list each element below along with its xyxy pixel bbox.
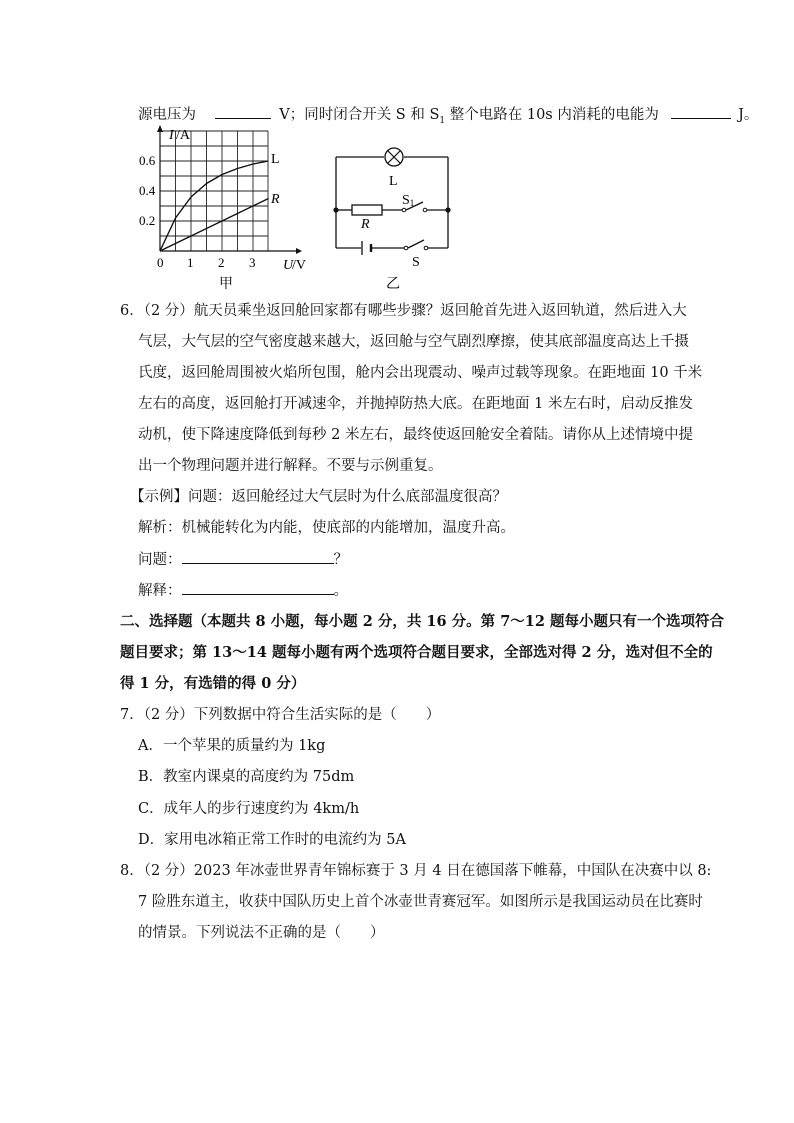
q6-question-blank[interactable]: [182, 549, 334, 564]
q6-line: 6．（2 分）航天员乘坐返回舱回家都有哪些步骤？返回舱首先进入返回轨道，然后进入大: [120, 303, 687, 319]
resistor-symbol: [352, 205, 382, 215]
x-axis-arrow: [296, 248, 302, 254]
q6-line: 气层，大气层的空气密度越来越大，返回舱与空气剧烈摩擦，使其底部温度高达上千摄: [138, 334, 689, 350]
q8-line: 7 险胜东道主，收获中国队历史上首个冰壶世青赛冠军。如图所示是我国运动员在比赛时: [138, 894, 703, 910]
figure-yi-circuit: [326, 140, 466, 292]
graph-grid: [160, 131, 268, 251]
switch-s1-contact: [423, 208, 427, 212]
q5-sub: 1: [439, 115, 446, 126]
q7-option-c[interactable]: C．成年人的步行速度约为 4km/h: [138, 801, 360, 817]
q5-text-4: J。: [738, 107, 759, 123]
q6-example-question: 【示例】问题：返回舱经过大气层时为什么底部温度很高？: [130, 489, 507, 505]
x-axis-label-U: U: [283, 258, 294, 273]
battery-symbol: [362, 241, 371, 255]
q6-answer-row: [138, 580, 348, 601]
q8-line: 8．（2 分）2023 年冰壶世界青年锦标赛于 3 月 4 日在德国落下帷幕，中国队在决赛中以 8:: [120, 863, 712, 879]
q5-text-3: 整个电路在 10s 内消耗的电能为: [449, 107, 659, 123]
junction-dot-right: [445, 207, 450, 212]
switch-s-label: S: [412, 255, 420, 270]
switch-s-blade: [408, 240, 424, 248]
q6-question-label: 问题：: [138, 552, 182, 568]
q6-line: 左右的高度，返回舱打开减速伞，并抛掉防热大底。在距地面 1 米左右时，启动反推发: [138, 396, 693, 412]
y-tick-label: 0.2: [139, 213, 156, 228]
x-tick-label: 1: [187, 255, 194, 270]
q5-text-1: 源电压为: [138, 107, 196, 123]
resistor-label: R: [361, 217, 370, 232]
q7-option-d[interactable]: D．家用电冰箱正常工作时的电流约为 5A: [138, 832, 406, 848]
x-axis-label-unit: /V: [292, 258, 306, 273]
q6-question-end: ？: [333, 552, 348, 568]
q5-blank-voltage[interactable]: [215, 104, 271, 119]
q6-answer-label: 解释：: [138, 583, 182, 599]
switch-s-contact: [404, 246, 408, 250]
q7-option-a[interactable]: A．一个苹果的质量约为 1kg: [138, 738, 326, 754]
q7-option-b[interactable]: B．教室内课桌的高度约为 75dm: [138, 769, 355, 785]
section-heading-line: 得 1 分，有选错的得 0 分）: [120, 675, 306, 692]
q5-text-2: V；同时闭合开关 S 和 S: [279, 107, 440, 123]
x-tick-label: 0: [157, 255, 164, 270]
q6-answer-blank[interactable]: [182, 580, 334, 595]
y-axis-label-I: I: [169, 128, 174, 143]
q6-line: 出一个物理问题并进行解释。不要与示例重复。: [138, 458, 443, 474]
figure-jia-graph: [139, 124, 320, 294]
lamp-symbol: [385, 148, 403, 166]
q8-line: 的情景。下列说法不正确的是（ ）: [138, 925, 385, 941]
figure-jia-caption: 甲: [219, 277, 233, 292]
x-tick-label: 2: [218, 255, 225, 270]
section-heading-line: 题目要求；第 13～14 题每小题有两个选项符合题目要求，全部选对得 2 分，选对但不全的: [120, 644, 713, 661]
switch-s1-label: S1: [402, 193, 415, 208]
q6-answer-end: 。: [333, 583, 348, 599]
section-heading-line: 二、选择题（本题共 8 小题，每小题 2 分，共 16 分。第 7～12 题每小题只有一个选项符合: [120, 613, 725, 630]
q6-line: 动机，使下降速度降低到每秒 2 米左右，最终使返回舱安全着陆。请你从上述情境中提: [138, 427, 693, 443]
x-tick-label: 3: [249, 255, 256, 270]
q6-example-answer: 解析：机械能转化为内能，使底部的内能增加，温度升高。: [138, 520, 515, 536]
y-tick-label: 0.4: [139, 183, 156, 198]
curve-L-label: L: [271, 152, 280, 167]
y-tick-label: 0.6: [139, 153, 156, 168]
q6-question-row: [138, 549, 348, 570]
switch-s1-contact: [402, 208, 406, 212]
y-axis-label-unit: /A: [176, 128, 190, 143]
figure-yi-caption: 乙: [386, 277, 400, 292]
q5-blank-energy[interactable]: [671, 104, 731, 119]
junction-dot-left: [333, 207, 338, 212]
q6-line: 氏度，返回舱周围被火焰所包围，舱内会出现震动、噪声过载等现象。在距地面 10 千米: [138, 365, 703, 381]
switch-s-contact: [424, 246, 428, 250]
q7-stem: 7．（2 分）下列数据中符合生活实际的是（ ）: [120, 707, 441, 723]
curve-R-label: R: [271, 192, 280, 207]
y-axis-arrow: [157, 125, 163, 132]
lamp-label: L: [389, 174, 398, 189]
